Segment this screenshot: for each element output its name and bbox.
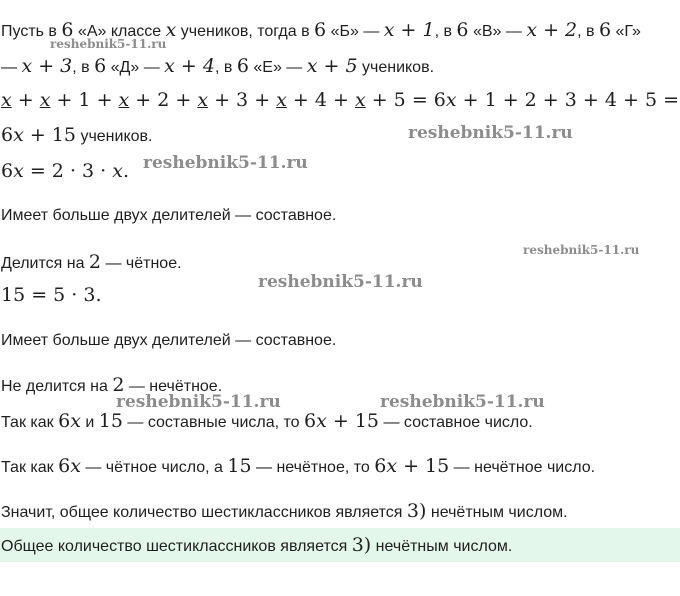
math-variable: x xyxy=(118,89,130,111)
math-operator: + 1 + xyxy=(50,89,119,111)
watermark: reshebnik5-11.ru xyxy=(143,153,308,173)
watermark: reshebnik5-11.ru xyxy=(116,392,281,412)
math-expression: x + 3 xyxy=(21,55,73,77)
text-fragment: нечётным числом. xyxy=(371,538,513,555)
text-line-13 xyxy=(1,500,568,524)
text-fragment: — составные числа, то xyxy=(122,414,305,431)
math-variable: x xyxy=(197,89,209,111)
text-line-12 xyxy=(1,455,595,479)
text-fragment: Так как xyxy=(1,414,59,431)
math-number: 6 xyxy=(598,19,612,41)
text-line-6 xyxy=(1,205,336,227)
math-operator: + 3 + xyxy=(208,89,277,111)
watermark: reshebnik5-11.ru xyxy=(50,37,167,51)
math-operator: . xyxy=(122,160,129,182)
text-fragment: — чётное. xyxy=(101,255,182,272)
math-variable: x xyxy=(354,89,366,111)
math-variable: x xyxy=(445,89,457,111)
text-fragment: — xyxy=(1,59,22,76)
math-variable: x xyxy=(70,455,81,477)
math-number: 15 xyxy=(227,455,252,477)
math-number: 3) xyxy=(351,534,372,556)
answer-box xyxy=(0,528,680,562)
math-variable: x xyxy=(13,124,24,146)
math-variable: x xyxy=(70,410,81,432)
math-number: 6 xyxy=(58,455,71,477)
math-variable: x xyxy=(165,19,177,41)
math-variable: x xyxy=(1,89,12,111)
text-fragment: Имеет больше двух делителей — составное. xyxy=(1,332,337,349)
math-expression: x + 4 xyxy=(164,55,215,77)
math-operator: + 1 + 2 + 3 + 4 + 5 = xyxy=(456,89,679,111)
math-number: 6 xyxy=(58,410,71,432)
text-fragment: Значит, общее количество шестиклассников является xyxy=(1,504,407,521)
math-number: 6 xyxy=(1,124,14,146)
text-fragment: Общее количество шестиклассников является xyxy=(1,538,352,555)
text-fragment: учеников. xyxy=(357,59,435,76)
math-expression: = 2 · 3 · xyxy=(23,160,113,182)
watermark: reshebnik5-11.ru xyxy=(523,243,640,257)
watermark: reshebnik5-11.ru xyxy=(408,123,573,143)
math-expression: 15 = 5 · 3. xyxy=(1,284,102,306)
math-expression: + 15 xyxy=(397,455,450,477)
text-fragment: «А» классе xyxy=(73,23,166,40)
math-variable: x xyxy=(39,89,51,111)
math-number: 15 xyxy=(98,410,123,432)
text-fragment: учеников, тогда в xyxy=(176,23,315,40)
text-fragment: — составное число. xyxy=(379,414,533,431)
math-number: 6 xyxy=(456,19,469,41)
text-fragment: Имеет больше двух делителей — составное. xyxy=(1,207,337,224)
text-fragment: «Е» — xyxy=(248,59,307,76)
math-expression: x + 5 xyxy=(306,55,358,77)
text-line-7 xyxy=(1,251,182,275)
math-number: 6 xyxy=(236,55,249,77)
text-fragment: «Г» xyxy=(611,23,641,40)
text-fragment: «В» — xyxy=(468,23,527,40)
math-number: 6 xyxy=(94,55,107,77)
text-fragment: «Д» — xyxy=(106,59,165,76)
text-fragment: , в xyxy=(434,23,457,40)
math-number: 2 xyxy=(112,374,125,396)
text-fragment: , в xyxy=(214,59,237,76)
math-operator: + 4 + xyxy=(286,89,355,111)
math-expression: x + 2 xyxy=(526,19,578,41)
text-line-11 xyxy=(1,410,533,434)
math-operator: + xyxy=(11,89,40,111)
text-fragment: — нечётное. xyxy=(124,378,223,395)
math-number: 6 xyxy=(304,410,317,432)
text-line-2 xyxy=(1,55,434,79)
watermark: reshebnik5-11.ru xyxy=(380,392,545,412)
math-number: 3) xyxy=(406,500,427,522)
text-line-4 xyxy=(1,124,152,148)
math-operator: + 5 = 6 xyxy=(365,89,446,111)
math-variable: x xyxy=(386,455,398,477)
math-variable: x xyxy=(13,160,24,182)
math-number: 6 xyxy=(61,19,74,41)
text-line-8 xyxy=(1,284,102,308)
math-variable: x xyxy=(316,410,327,432)
answer-text xyxy=(1,534,512,556)
text-fragment: «Б» — xyxy=(326,23,384,40)
math-number: 6 xyxy=(1,160,14,182)
text-fragment: — нечётное число. xyxy=(449,459,596,476)
math-variable: x xyxy=(276,89,287,111)
watermark: reshebnik5-11.ru xyxy=(258,272,423,292)
text-line-9 xyxy=(1,330,336,352)
math-operator: + 2 + xyxy=(129,89,198,111)
text-fragment: Делится на xyxy=(1,255,89,272)
text-fragment: — нечётное, то xyxy=(251,459,375,476)
text-fragment: Так как xyxy=(1,459,59,476)
math-expression: + 15 xyxy=(23,124,76,146)
text-fragment: Не делится на xyxy=(1,378,113,395)
text-fragment: , в xyxy=(577,23,599,40)
math-number: 6 xyxy=(314,19,327,41)
text-fragment: и xyxy=(80,414,99,431)
text-line-5 xyxy=(1,160,129,184)
math-number: 2 xyxy=(88,251,102,273)
text-fragment: — чётное число, а xyxy=(80,459,228,476)
text-fragment: Пусть в xyxy=(1,23,62,40)
text-fragment: нечётным числом. xyxy=(426,504,568,521)
math-variable: x xyxy=(112,160,123,182)
text-fragment: , в xyxy=(72,59,95,76)
math-number: 6 xyxy=(374,455,387,477)
equation-line-3 xyxy=(1,89,679,111)
math-expression: + 15 xyxy=(326,410,380,432)
math-expression: x + 1 xyxy=(383,19,435,41)
text-fragment: учеников. xyxy=(76,128,153,145)
